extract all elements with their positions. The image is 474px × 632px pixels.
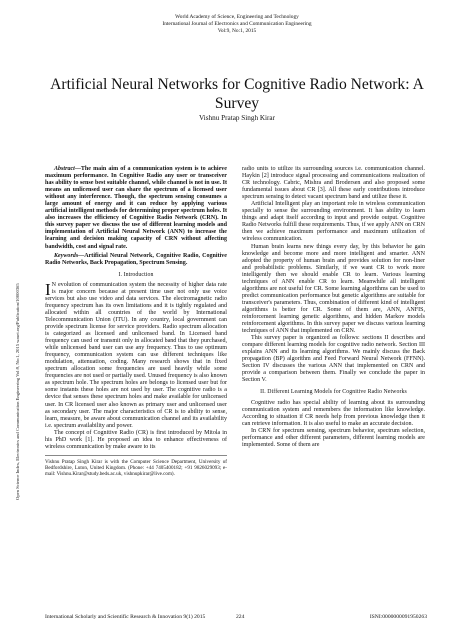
- journal-header-line-2: International Journal of Electronics and Communication Engineering: [162, 21, 312, 27]
- section-heading-learning-models: II. Different Learning Models for Cognitive Radio Networks: [260, 389, 407, 396]
- keywords-text: Artificial Neural Network, Cognitive Radio, Cognitive Radio Networks, Back Propagation, Spectrum Sensing.: [45, 252, 227, 266]
- author-footnote: Vishnu Pratap Singh Kirar is with the Computer Science Department, University of Bedfordshire, Luton, United Kingdom. (Phone: +44 7405400182; +91 9826029093; e-mail: Vishnu.Kirar@study.beds.ac.uk, vishnupkirar@live.com).: [45, 455, 227, 477]
- paper-title: Artificial Neural Networks for Cognitive Radio Network: A Survey: [50, 76, 424, 112]
- side-index-text: Open Science Index, Electronics and Communication Engineering Vol:9, No:1, 2015 waset.org/Publication/10000365: [15, 283, 20, 500]
- journal-header: [0, 14, 474, 35]
- footer-venue: International Scholarly and Scientific Research & Innovation 9(1) 2015: [45, 614, 206, 620]
- right-paragraph-5: Cognitive radio has special ability of learning about its surrounding communication system and remembers the information like knowledge. According to situation if CR needs help from previous knowledge then it can retrieve information. It is also useful to make an accurate decision.: [242, 399, 425, 427]
- section-heading-introduction: I. Introduction: [118, 271, 154, 278]
- right-paragraph-2: Artificial Intelligent play an important role in wireless communication specially to sense the surrounding environment. It has ability to learn things and adapt itself according to input and provide output. Cognitive Radio Networks fulfill these requirements. Thus, if we apply ANN on CRN then we achieve maximum performance and maximum utilization of wireless communication.: [242, 201, 425, 243]
- intro-paragraph-2: The concept of Cognitive Radio (CR) is first introduced by Mitola in his PhD work [1]. He proposed an idea to enhance effectiveness of wireless communication by make aware to its: [45, 429, 227, 450]
- journal-header-line-1: World Academy of Science, Engineering and Technology: [175, 14, 299, 20]
- journal-header-line-3: Vol:9, No:1, 2015: [217, 28, 257, 34]
- keywords: [45, 253, 227, 267]
- drop-cap: I: [45, 279, 51, 299]
- abstract-text: The main aim of a communication system is to achieve maximum performance. In Cognitive Radio any user or transceiver has ability to sense best suitable channel, while channel is not in use. It means an unlicensed user can share the spectrum of a licensed user without any interference. Though, the spectrum sensing consumes a large amount of energy and it can reduce by applying various artificial intelligent methods for determining proper spectrum holes. It also increases the efficiency of Cognitive Radio Network (CRN). In this survey paper we discuss the use of different learning models and implementation of Artificial Neural Network (ANN) to increase the learning and decision making capacity of CRN without affecting bandwidth, cost and signal rate.: [45, 166, 227, 250]
- footer-isni: ISNI:0000000091950263: [369, 614, 427, 620]
- page-number: 224: [236, 614, 245, 620]
- abstract: [45, 166, 227, 251]
- abstract-label: Abstract—: [54, 166, 81, 172]
- keywords-label: Keywords—: [54, 252, 85, 259]
- right-paragraph-4: This survey paper is organized as follows: sections II describes and compare different learning models for cognitive radio network. Section III explains ANN and its learning algorithms. We mainly discuss the Back propagation (BP) algorithm and Feed Forward Neural Network (FFNN). Section IV discusses the various ANN that implemented on CRN and provide a comparison between them. Finally we conclude the paper in Section V.: [242, 335, 425, 384]
- intro-paragraph-1-text: N evolution of communication system the necessity of higher data rate is major concern because at present time user not only use voice services but also use video and data services. The electromagnetic radio frequency spectrum has its own limitations and it is tightly regulated and allocated within all countries of the world by International Telecommunication Union (ITU). In any country, local government can provide spectrum license for service providers. Radio spectrum allocation is categorized as licensed and unlicensed band. In Licensed band frequency can used or transmit only in allocated band that they purchased, while unlicensed band user can use any frequency. Thus to use optimum frequency, communication system can use different techniques like modulation, attenuation, coding. Many research shows that in fixed spectrum allocation some frequencies are used heavily while some frequencies are not used or partially used. Unused frequency is also known as spectrum hole. The spectrum holes are belongs to licensed user but for some instants these holes are not used by user. The cognitive radio is a device that senses these spectrum holes and make available for unlicensed user. In CR licensed user also known as primary user and unlicensed user as secondary user. The major characteristics of CR is to ability to sense, learn, measure, be aware about communication channel and its availability i.e. spectrum availability and power.: [45, 281, 227, 429]
- right-paragraph-3: Human brain learns new things every day, by this behavior he gain knowledge and become more and more intelligent and smarter. ANN adopted the property of human brain and provides solution for non-liner and probabilistic problems. Similarly, if we want CR to work more intelligently then we should enable CR to learn. Various learning techniques of ANN enable CR to learn. Meanwhile all intelligent algorithms are not useful for CR. Some learning algorithms can be used to predict communication performance but genetic algorithms are suitable for transceiver's parameters. Thus, combination of different kind of intelligent algorithms is better for CR. Some of them are, ANN, ANFIS, reinforcement learning genetic algorithms, and hidden Markov models reinforcement algorithms. In this survey paper we discuss various learning techniques of ANN that implemented on CRN.: [242, 243, 425, 335]
- intro-paragraph-1: [45, 279, 227, 430]
- right-column: [242, 166, 425, 449]
- author-name: Vishnu Pratap Singh Kirar: [198, 114, 276, 122]
- right-paragraph-6: In CRN for spectrum sensing, spectrum behavior, spectrum selection, performance and other different parameters, different learning models are implemented. Some of them are: [242, 427, 425, 448]
- side-index-strip: [3, 165, 27, 500]
- right-paragraph-1: radio units to utilize its surrounding sources i.e. communication channel. Haykin [2] introduce signal processing and communications realization of CR technology. Cabric, Mishra and Brodersen and also proposed some fundamental issues about CR [3]. All these early contributions introduce spectrum sensing to detect vacant spectrum band and utilize these it.: [242, 166, 425, 201]
- left-column: [45, 166, 227, 477]
